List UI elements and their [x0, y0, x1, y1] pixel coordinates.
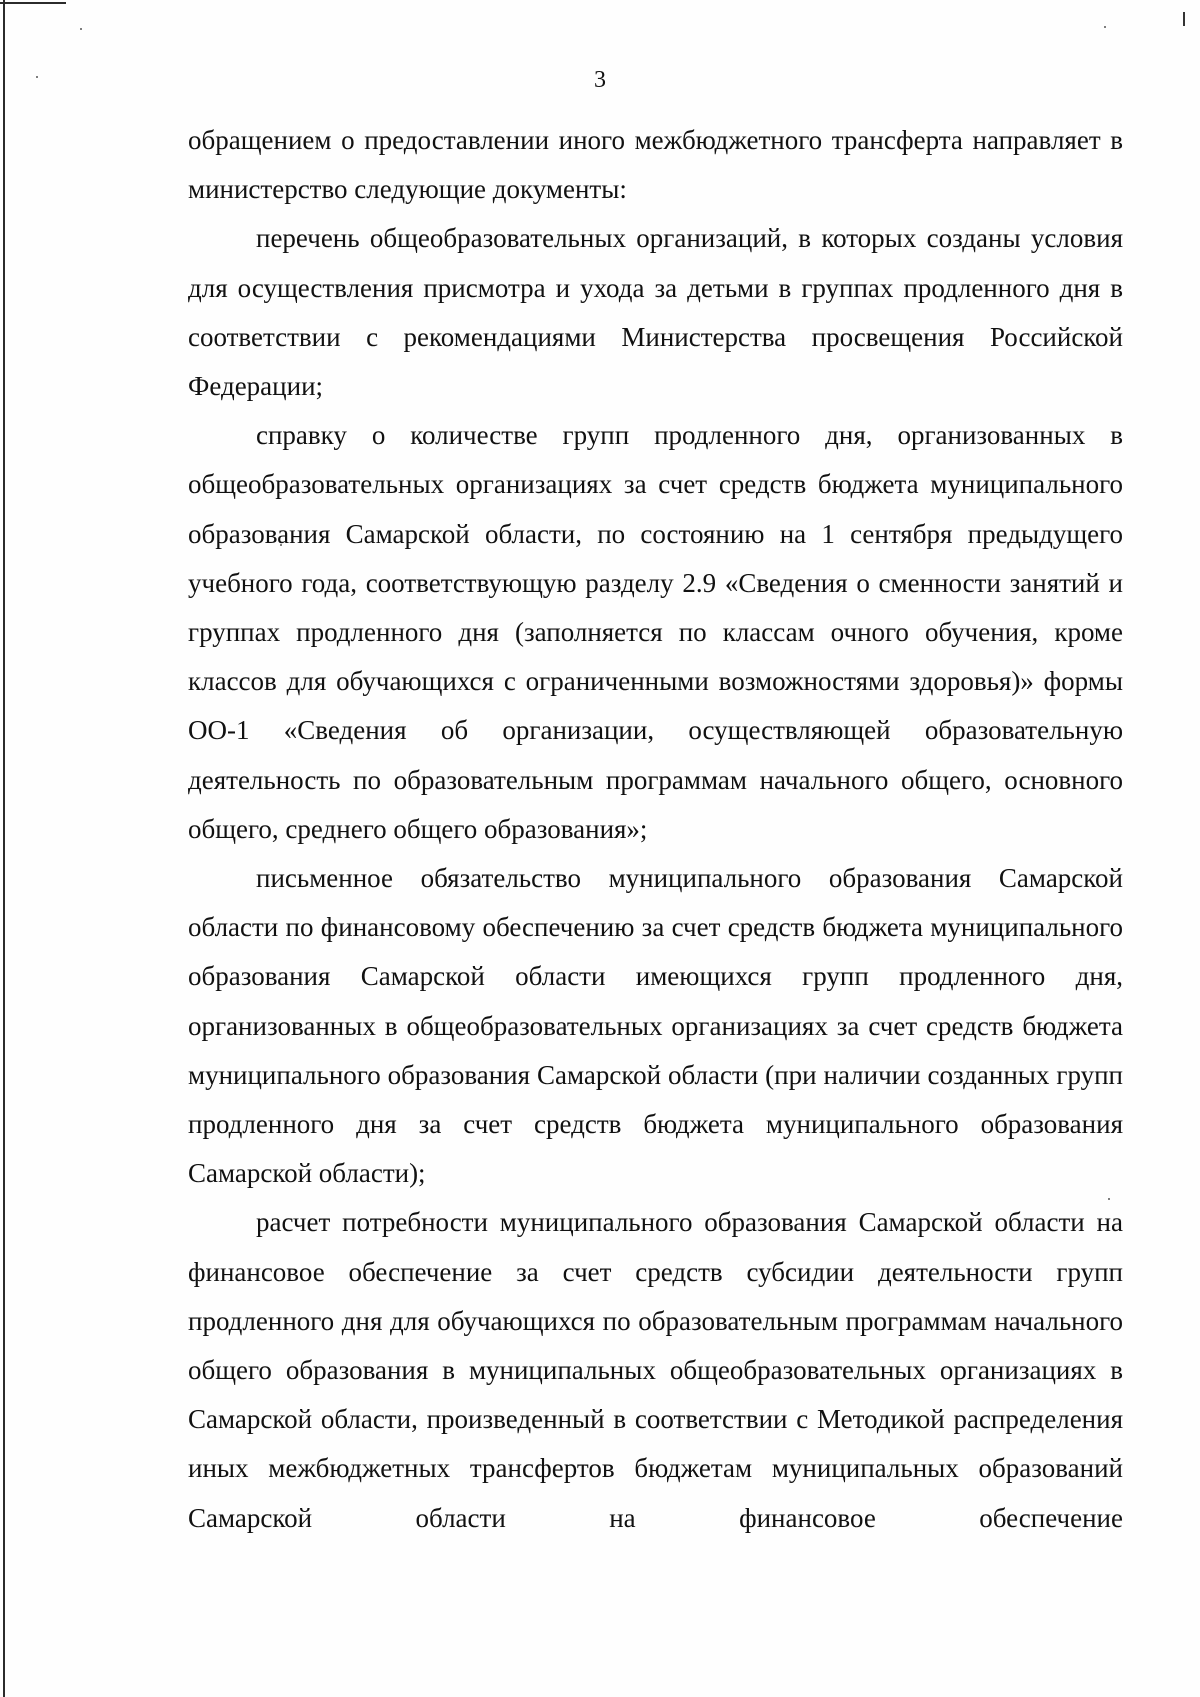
- paragraph-list-of-organizations: перечень общеобразовательных организаций, в которых созданы условия для осуществления присмотра и ухода за детьми в группах продленного дня в соответствии с рекомендациями Министерства просвещения Российской Федерации;: [188, 223, 1123, 402]
- scan-edge-line: [0, 2, 66, 4]
- paragraph-continuation: обращением о предоставлении иного межбюджетного трансферта направляет в министерство следующие документы:: [188, 125, 1123, 205]
- document-body: [188, 116, 1123, 1543]
- scan-speck: [80, 28, 82, 30]
- paragraph-needs-calculation: расчет потребности муниципального образования Самарской области на финансовое обеспечение за счет средств субсидии деятельности групп продленного дня для обучающихся по образовательным программам начального общего образования в муниципальных общеобразовательных организациях в Самарской области, произведенный в соответствии с Методикой распределения иных межбюджетных трансфертов бюджетам муниципальных образований Самарской области на финансовое обеспечение: [188, 1207, 1123, 1533]
- scan-speck: [1104, 26, 1106, 28]
- paragraph-written-obligation: письменное обязательство муниципального образования Самарской области по финансовому обеспечению за счет средств бюджета муниципального образования Самарской области имеющихся групп продленного дня, организованных в общеобразовательных организациях за счет средств бюджета муниципального образования Самарской области (при наличии созданных групп продленного дня за счет средств бюджета муниципального образования Самарской области);: [188, 863, 1123, 1189]
- paragraph-groups-certificate: справку о количестве групп продленного дня, организованных в общеобразовательных организациях за счет средств бюджета муниципального образования Самарской области, по состоянию на 1 сентября предыдущего учебного года, соответствующую разделу 2.9 «Сведения о сменности занятий и группах продленного дня (заполняется по классам очного обучения, кроме классов для обучающихся с ограниченными возможностями здоровья)» формы ОО-1 «Сведения об организации, осуществляющей образовательную деятельность по образовательным программам начального общего, основного общего, среднего общего образования»;: [188, 420, 1123, 844]
- page-number: 3: [594, 67, 606, 93]
- scan-edge-line: [3, 0, 5, 1697]
- scan-mark: [1183, 12, 1185, 26]
